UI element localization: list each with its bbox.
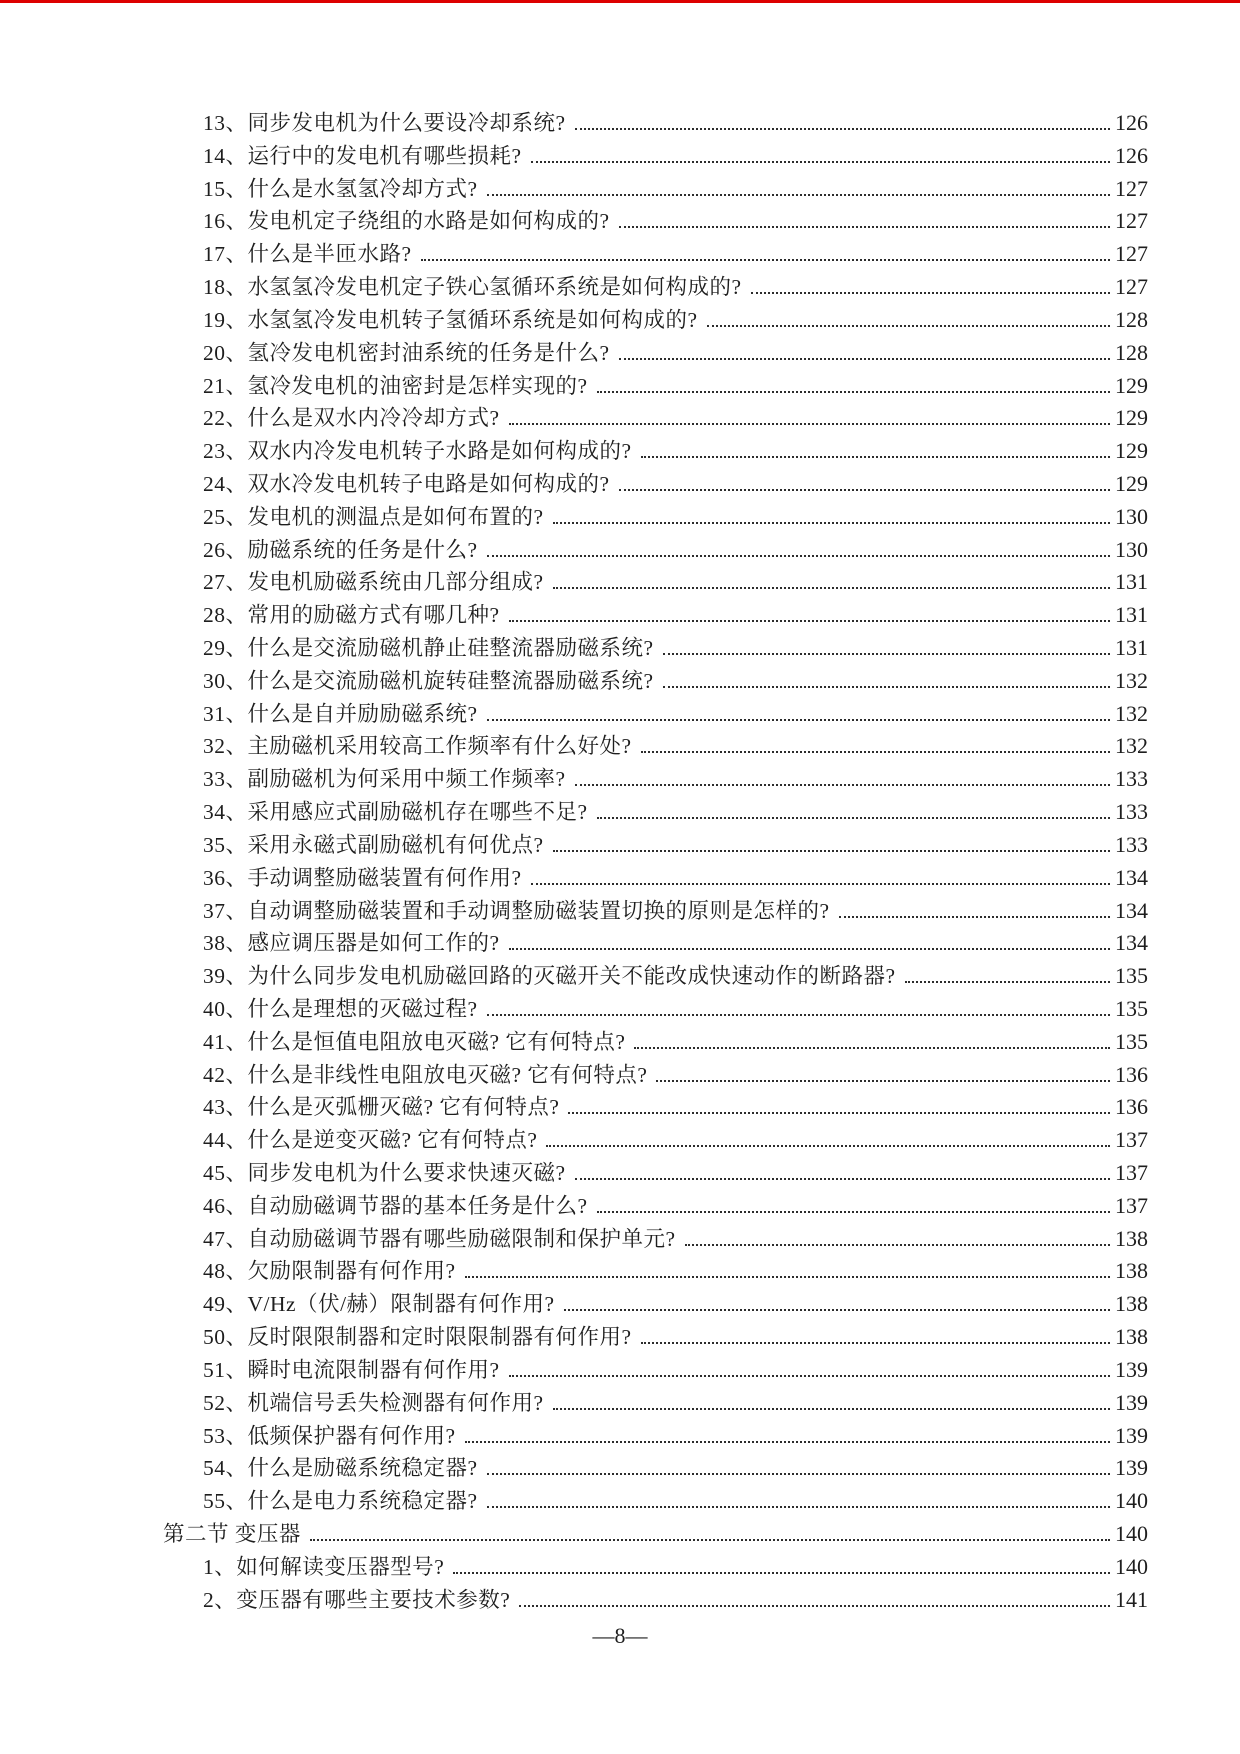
page-footer bbox=[0, 1622, 1240, 1650]
toc-entry-label: 32、主励磁机采用较高工作频率有什么好处? bbox=[203, 734, 632, 759]
dot-leader bbox=[641, 456, 1110, 458]
toc-entry bbox=[163, 435, 1148, 468]
toc-entry bbox=[163, 1288, 1148, 1321]
toc-entry-label: 49、V/Hz（伏/赫）限制器有何作用? bbox=[203, 1292, 555, 1317]
toc-entry bbox=[163, 665, 1148, 698]
toc-entry bbox=[163, 304, 1148, 337]
dot-leader bbox=[685, 1244, 1110, 1246]
toc-entry bbox=[163, 960, 1148, 993]
toc-entry bbox=[163, 1518, 1148, 1551]
toc-entry-label: 54、什么是励磁系统稳定器? bbox=[203, 1456, 478, 1481]
dot-leader bbox=[619, 226, 1110, 228]
dot-leader bbox=[487, 1014, 1110, 1016]
dot-leader bbox=[568, 1112, 1110, 1114]
toc-entry bbox=[163, 1452, 1148, 1485]
dot-leader bbox=[487, 719, 1110, 721]
toc-entry-page: 137 bbox=[1115, 1127, 1148, 1153]
toc-entry bbox=[163, 534, 1148, 567]
toc-entry bbox=[163, 1584, 1148, 1617]
dot-leader bbox=[487, 194, 1110, 196]
toc-entry-label: 50、反时限限制器和定时限限制器有何作用? bbox=[203, 1325, 632, 1350]
dot-leader bbox=[663, 653, 1110, 655]
toc-entry-label: 15、什么是水氢氢冷却方式? bbox=[203, 176, 478, 201]
toc-entry-label: 18、水氢氢冷发电机定子铁心氢循环系统是如何构成的? bbox=[203, 275, 742, 300]
toc-entry-label: 52、机端信号丢失检测器有何作用? bbox=[203, 1390, 544, 1415]
toc-entry-label: 55、什么是电力系统稳定器? bbox=[203, 1489, 478, 1514]
dot-leader bbox=[531, 161, 1110, 163]
toc-entry-label: 16、发电机定子绕组的水路是如何构成的? bbox=[203, 209, 610, 234]
dot-leader bbox=[421, 259, 1110, 261]
dot-leader bbox=[509, 948, 1110, 950]
dot-leader bbox=[663, 686, 1110, 688]
toc-entry-page: 133 bbox=[1115, 799, 1148, 825]
toc-entry-page: 138 bbox=[1115, 1324, 1148, 1350]
dot-leader bbox=[553, 522, 1110, 524]
toc-entry-label: 33、副励磁机为何采用中频工作频率? bbox=[203, 767, 566, 792]
toc-entry-page: 127 bbox=[1115, 241, 1148, 267]
dot-leader bbox=[564, 1309, 1110, 1311]
toc-entry bbox=[163, 1321, 1148, 1354]
toc-entry-label: 39、为什么同步发电机励磁回路的灭磁开关不能改成快速动作的断路器? bbox=[203, 964, 896, 989]
toc-entry-page: 127 bbox=[1115, 175, 1148, 201]
toc-entry bbox=[163, 1551, 1148, 1584]
toc-entry-label: 20、氢冷发电机密封油系统的任务是什么? bbox=[203, 340, 610, 365]
dot-leader bbox=[453, 1572, 1110, 1574]
toc-entry-label: 17、什么是半匝水路? bbox=[203, 242, 412, 267]
toc-entry bbox=[163, 599, 1148, 632]
toc-entry-page: 134 bbox=[1115, 897, 1148, 923]
dot-leader bbox=[487, 555, 1110, 557]
dot-leader bbox=[619, 489, 1110, 491]
toc-entry-page: 135 bbox=[1115, 1028, 1148, 1054]
toc-entry-label: 29、什么是交流励磁机静止硅整流器励磁系统? bbox=[203, 636, 654, 660]
top-red-rule bbox=[0, 0, 1240, 3]
toc-entry bbox=[163, 1223, 1148, 1256]
toc-entry-page: 141 bbox=[1115, 1586, 1148, 1612]
toc-entry bbox=[163, 1420, 1148, 1453]
toc-entry bbox=[163, 501, 1148, 534]
toc-entry bbox=[163, 1387, 1148, 1420]
toc-entry-label: 38、感应调压器是如何工作的? bbox=[203, 931, 500, 956]
toc-entry bbox=[163, 829, 1148, 862]
toc-entry-page: 140 bbox=[1115, 1553, 1148, 1579]
toc-entry-page: 139 bbox=[1115, 1356, 1148, 1382]
toc-entry-label: 19、水氢氢冷发电机转子氢循环系统是如何构成的? bbox=[203, 307, 698, 332]
dot-leader bbox=[707, 325, 1110, 327]
toc-entry-label: 13、同步发电机为什么要设冷却系统? bbox=[203, 111, 566, 135]
toc-entry-page: 127 bbox=[1115, 208, 1148, 234]
toc-entry bbox=[163, 173, 1148, 206]
toc-entry-label: 14、运行中的发电机有哪些损耗? bbox=[203, 143, 522, 168]
toc-entry-label: 47、自动励磁调节器有哪些励磁限制和保护单元? bbox=[203, 1226, 676, 1251]
toc-entry-page: 128 bbox=[1115, 339, 1148, 365]
toc-entry-label: 37、自动调整励磁装置和手动调整励磁装置切换的原则是怎样的? bbox=[203, 898, 830, 923]
toc-entry bbox=[163, 337, 1148, 370]
toc-entry-label: 25、发电机的测温点是如何布置的? bbox=[203, 504, 544, 529]
toc-entry bbox=[163, 1157, 1148, 1190]
dot-leader bbox=[553, 1408, 1110, 1410]
dot-leader bbox=[619, 358, 1110, 360]
toc-entry bbox=[163, 698, 1148, 731]
toc-entry-label: 46、自动励磁调节器的基本任务是什么? bbox=[203, 1193, 588, 1218]
dot-leader bbox=[575, 128, 1110, 130]
dot-leader bbox=[487, 1473, 1110, 1475]
toc-entry bbox=[163, 1091, 1148, 1124]
toc-entry bbox=[163, 402, 1148, 435]
toc-entry bbox=[163, 730, 1148, 763]
dot-leader bbox=[597, 1211, 1110, 1213]
toc-entry-page: 129 bbox=[1115, 438, 1148, 464]
toc-entry bbox=[163, 763, 1148, 796]
toc-entry bbox=[163, 1354, 1148, 1387]
toc-entry-page: 133 bbox=[1115, 766, 1148, 792]
dot-leader bbox=[575, 784, 1110, 786]
toc-entry-page: 138 bbox=[1115, 1258, 1148, 1284]
toc-entry-page: 139 bbox=[1115, 1422, 1148, 1448]
toc-entry-label: 53、低频保护器有何作用? bbox=[203, 1423, 456, 1448]
toc-entry-page: 126 bbox=[1115, 110, 1148, 135]
toc-entry-page: 134 bbox=[1115, 930, 1148, 956]
toc-entry-page: 138 bbox=[1115, 1225, 1148, 1251]
toc-entry bbox=[163, 238, 1148, 271]
dot-leader bbox=[575, 1178, 1110, 1180]
toc-entry-page: 128 bbox=[1115, 306, 1148, 332]
toc-entry-page: 139 bbox=[1115, 1389, 1148, 1415]
toc-entry bbox=[163, 1059, 1148, 1092]
dot-leader bbox=[553, 850, 1110, 852]
toc-entry-label: 40、什么是理想的灭磁过程? bbox=[203, 996, 478, 1021]
table-of-contents bbox=[163, 107, 1148, 1616]
toc-entry-page: 137 bbox=[1115, 1192, 1148, 1218]
dot-leader bbox=[656, 1080, 1110, 1082]
toc-entry-page: 129 bbox=[1115, 372, 1148, 398]
toc-entry-label: 21、氢冷发电机的油密封是怎样实现的? bbox=[203, 373, 588, 398]
toc-entry-label: 30、什么是交流励磁机旋转硅整流器励磁系统? bbox=[203, 668, 654, 693]
toc-entry bbox=[163, 632, 1148, 665]
toc-entry-label: 34、采用感应式副励磁机存在哪些不足? bbox=[203, 800, 588, 825]
toc-entry bbox=[163, 370, 1148, 403]
toc-entry-page: 134 bbox=[1115, 864, 1148, 890]
dot-leader bbox=[751, 292, 1110, 294]
toc-entry-label: 43、什么是灭弧栅灭磁? 它有何特点? bbox=[203, 1095, 560, 1120]
toc-entry bbox=[163, 1255, 1148, 1288]
toc-entry-page: 129 bbox=[1115, 405, 1148, 431]
toc-entry-page: 132 bbox=[1115, 733, 1148, 759]
dot-leader bbox=[509, 620, 1110, 622]
toc-entry-page: 131 bbox=[1115, 602, 1148, 628]
toc-entry bbox=[163, 895, 1148, 928]
toc-entry-label: 42、什么是非线性电阻放电灭磁? 它有何特点? bbox=[203, 1062, 648, 1087]
dot-leader bbox=[641, 1342, 1110, 1344]
dot-leader bbox=[465, 1441, 1110, 1443]
toc-entry-page: 135 bbox=[1115, 963, 1148, 989]
toc-entry bbox=[163, 566, 1148, 599]
toc-entry-page: 135 bbox=[1115, 995, 1148, 1021]
page-number: —8— bbox=[592, 1623, 648, 1648]
toc-entry-page: 129 bbox=[1115, 470, 1148, 496]
toc-entry bbox=[163, 862, 1148, 895]
dot-leader bbox=[487, 1506, 1110, 1508]
toc-entry bbox=[163, 205, 1148, 238]
toc-entry-page: 127 bbox=[1115, 274, 1148, 300]
dot-leader bbox=[546, 1145, 1110, 1147]
dot-leader bbox=[531, 883, 1110, 885]
toc-entry-label: 28、常用的励磁方式有哪几种? bbox=[203, 603, 500, 628]
toc-entry-label: 23、双水内冷发电机转子水路是如何构成的? bbox=[203, 439, 632, 464]
toc-entry-page: 139 bbox=[1115, 1455, 1148, 1481]
toc-entry bbox=[163, 993, 1148, 1026]
toc-entry bbox=[163, 468, 1148, 501]
toc-entry bbox=[163, 140, 1148, 173]
dot-leader bbox=[519, 1605, 1110, 1607]
toc-entry bbox=[163, 107, 1148, 140]
toc-entry bbox=[163, 1485, 1148, 1518]
dot-leader bbox=[553, 587, 1110, 589]
toc-entry-page: 131 bbox=[1115, 635, 1148, 660]
toc-entry-label: 2、变压器有哪些主要技术参数? bbox=[203, 1587, 511, 1612]
dot-leader bbox=[310, 1539, 1110, 1541]
dot-leader bbox=[597, 817, 1110, 819]
toc-entry-page: 132 bbox=[1115, 700, 1148, 726]
toc-entry-label: 48、欠励限制器有何作用? bbox=[203, 1259, 456, 1284]
toc-entry bbox=[163, 1026, 1148, 1059]
toc-entry-page: 140 bbox=[1115, 1488, 1148, 1514]
toc-entry-label: 22、什么是双水内冷冷却方式? bbox=[203, 406, 500, 431]
toc-entry bbox=[163, 796, 1148, 829]
toc-entry-label: 41、什么是恒值电阻放电灭磁? 它有何特点? bbox=[203, 1029, 626, 1054]
toc-entry-label: 第二节 变压器 bbox=[163, 1521, 301, 1546]
toc-entry-page: 136 bbox=[1115, 1094, 1148, 1120]
toc-entry bbox=[163, 271, 1148, 304]
dot-leader bbox=[641, 751, 1110, 753]
toc-entry-label: 45、同步发电机为什么要求快速灭磁? bbox=[203, 1161, 566, 1185]
toc-entry bbox=[163, 1190, 1148, 1223]
toc-entry-label: 24、双水冷发电机转子电路是如何构成的? bbox=[203, 471, 610, 496]
dot-leader bbox=[509, 1375, 1110, 1377]
toc-entry-page: 132 bbox=[1115, 667, 1148, 693]
dot-leader bbox=[465, 1276, 1110, 1278]
toc-entry-label: 36、手动调整励磁装置有何作用? bbox=[203, 865, 522, 890]
toc-entry bbox=[163, 927, 1148, 960]
toc-entry-page: 130 bbox=[1115, 503, 1148, 529]
toc-entry-label: 27、发电机励磁系统由几部分组成? bbox=[203, 570, 544, 595]
toc-entry-label: 31、什么是自并励励磁系统? bbox=[203, 701, 478, 726]
toc-entry-label: 51、瞬时电流限制器有何作用? bbox=[203, 1357, 500, 1382]
toc-entry-label: 26、励磁系统的任务是什么? bbox=[203, 537, 478, 562]
dot-leader bbox=[597, 391, 1110, 393]
toc-entry-page: 136 bbox=[1115, 1061, 1148, 1087]
toc-entry-label: 44、什么是逆变灭磁? 它有何特点? bbox=[203, 1128, 538, 1153]
toc-entry-label: 1、如何解读变压器型号? bbox=[203, 1554, 445, 1579]
dot-leader bbox=[509, 423, 1110, 425]
toc-entry-page: 131 bbox=[1115, 569, 1148, 595]
toc-entry-page: 126 bbox=[1115, 142, 1148, 168]
dot-leader bbox=[634, 1047, 1110, 1049]
toc-entry-label: 35、采用永磁式副励磁机有何优点? bbox=[203, 832, 544, 857]
toc-entry-page: 140 bbox=[1115, 1520, 1148, 1546]
toc-entry-page: 130 bbox=[1115, 536, 1148, 562]
toc-entry-page: 137 bbox=[1115, 1160, 1148, 1185]
toc-entry-page: 138 bbox=[1115, 1291, 1148, 1317]
toc-entry-page: 133 bbox=[1115, 831, 1148, 857]
toc-entry bbox=[163, 1124, 1148, 1157]
dot-leader bbox=[839, 916, 1110, 918]
dot-leader bbox=[905, 981, 1110, 983]
